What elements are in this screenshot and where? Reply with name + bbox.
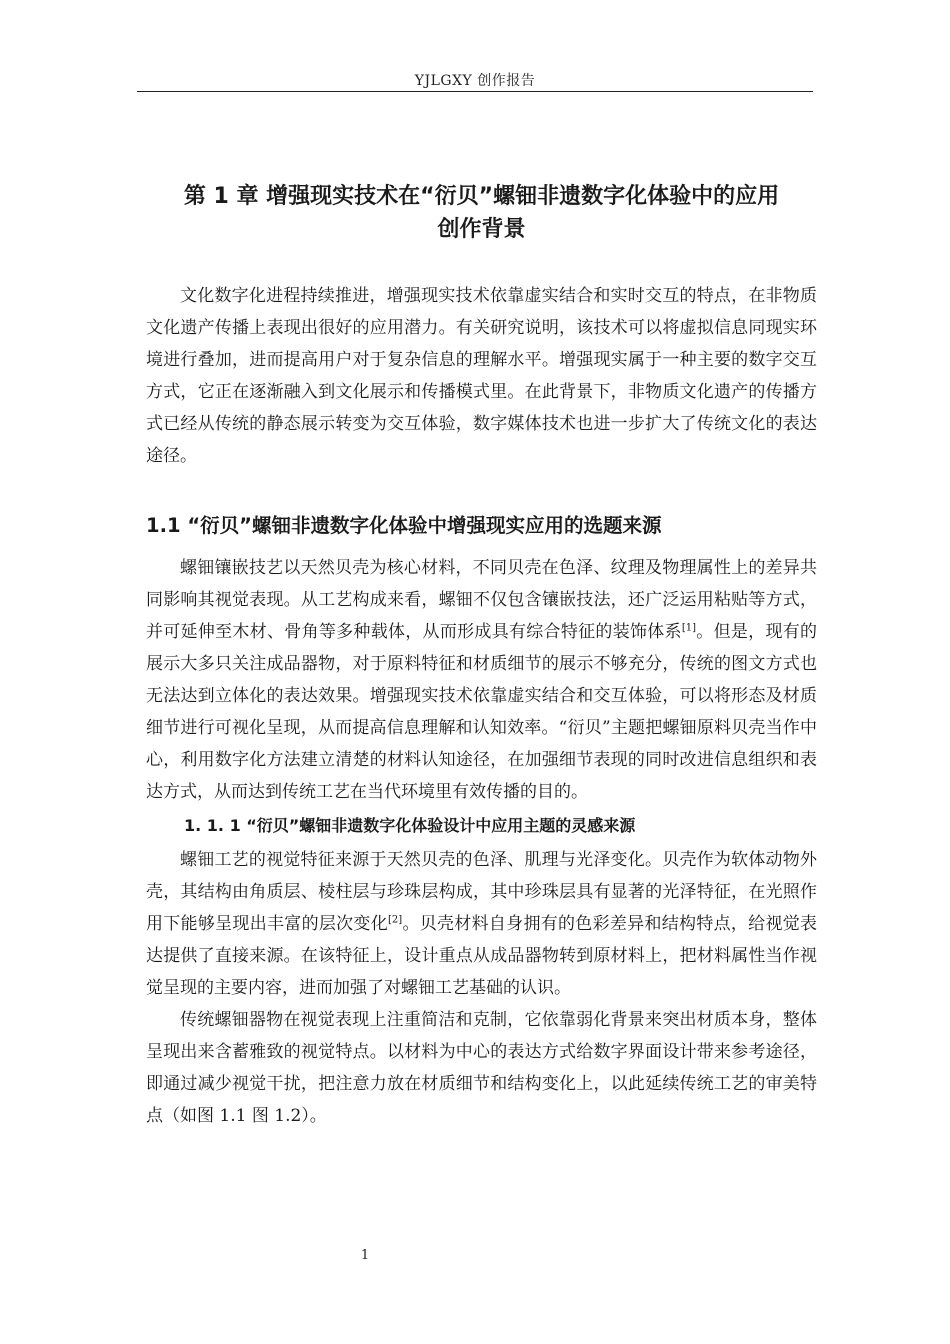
chapter-title-line1: 第 1 章 增强现实技术在“衍贝”螺钿非遗数字化体验中的应用 <box>183 184 780 209</box>
citation-ref-1: [1] <box>681 622 697 634</box>
section-1-1-1-paragraph-2: 传统螺钿器物在视觉表现上注重简洁和克制，它依靠弱化背景来突出材质本身，整体呈现出来含蓄雅致的视觉特点。以材料为中心的表达方式给数字界面设计带来参考途径，即通过减少视觉干扰，把注意力放在材质细节和结构变化上，以此延续传统工艺的审美特点（如图 1.1 图 1.2）。 <box>146 1010 817 1126</box>
chapter-title-line2: 创作背景 <box>437 217 526 242</box>
intro-paragraph: 文化数字化进程持续推进，增强现实技术依靠虚实结合和实时交互的特点，在非物质文化遗产传播上表现出很好的应用潜力。有关研究说明，该技术可以将虚拟信息同现实环境进行叠加，进而提高用户对于复杂信息的理解水平。增强现实属于一种主要的数字交互方式，它正在逐渐融入到文化展示和传播模式里。在此背景下，非物质文化遗产的传播方式已经从传统的静态展示转变为交互体验，数字媒体技术也进一步扩大了传统文化的表达途径。 <box>146 286 817 466</box>
page-body <box>146 180 817 1132</box>
section-1-1-1-text-part1: 螺钿工艺的视觉特征来源于天然贝壳的色泽、肌理与光泽变化。贝壳作为软体动物外壳，其结构由角质层、棱柱层与珍珠层构成，其中珍珠层具有显著的光泽特征，在光照作用下能够呈现出丰富的层次变化 <box>146 850 817 934</box>
section-1-1-1-text-part2: 。贝壳材料自身拥有的色彩差异和结构特点，给视觉表达提供了直接来源。在该特征上，设计重点从成品器物转到原材料上，把材料属性当作视觉呈现的主要内容，进而加强了对螺钿工艺基础的认识。 <box>146 914 818 998</box>
section-1-1-1-paragraph-1 <box>146 844 817 1004</box>
citation-ref-2: [2] <box>388 914 403 926</box>
section-1-1-title: 1.1 “衍贝”螺钿非遗数字化体验中增强现实应用的选题来源 <box>146 514 662 537</box>
section-1-1-text-part1: 螺钿镶嵌技艺以天然贝壳为核心材料，不同贝壳在色泽、纹理及物理属性上的差异共同影响其视觉表现。从工艺构成来看，螺钿不仅包含镶嵌技法，还广泛运用粘贴等方式，并可延伸至木材、骨角等多种载体，从而形成具有综合特征的装饰体系 <box>146 558 817 642</box>
header-rule <box>137 91 813 92</box>
chapter-title <box>146 180 817 246</box>
page-header: YJLGXY 创作报告 <box>414 73 536 89</box>
section-1-1-1-title: 1. 1. 1 “衍贝”螺钿非遗数字化体验设计中应用主题的灵感来源 <box>184 816 636 835</box>
page-number: 1 <box>360 1248 370 1263</box>
section-1-1-paragraph <box>146 552 817 808</box>
section-1-1-text-part2: 。但是，现有的展示大多只关注成品器物，对于原料特征和材质细节的展示不够充分，传统的图文方式也无法达到立体化的表达效果。增强现实技术依靠虚实结合和交互体验，可以将形态及材质细节进行可视化呈现，从而提高信息理解和认知效率。“衍贝”主题把螺钿原料贝壳当作中心，利用数字化方法建立清楚的材料认知途径，在加强细节表现的同时改进信息组织和表达方式，从而达到传统工艺在当代环境里有效传播的目的。 <box>146 622 818 802</box>
